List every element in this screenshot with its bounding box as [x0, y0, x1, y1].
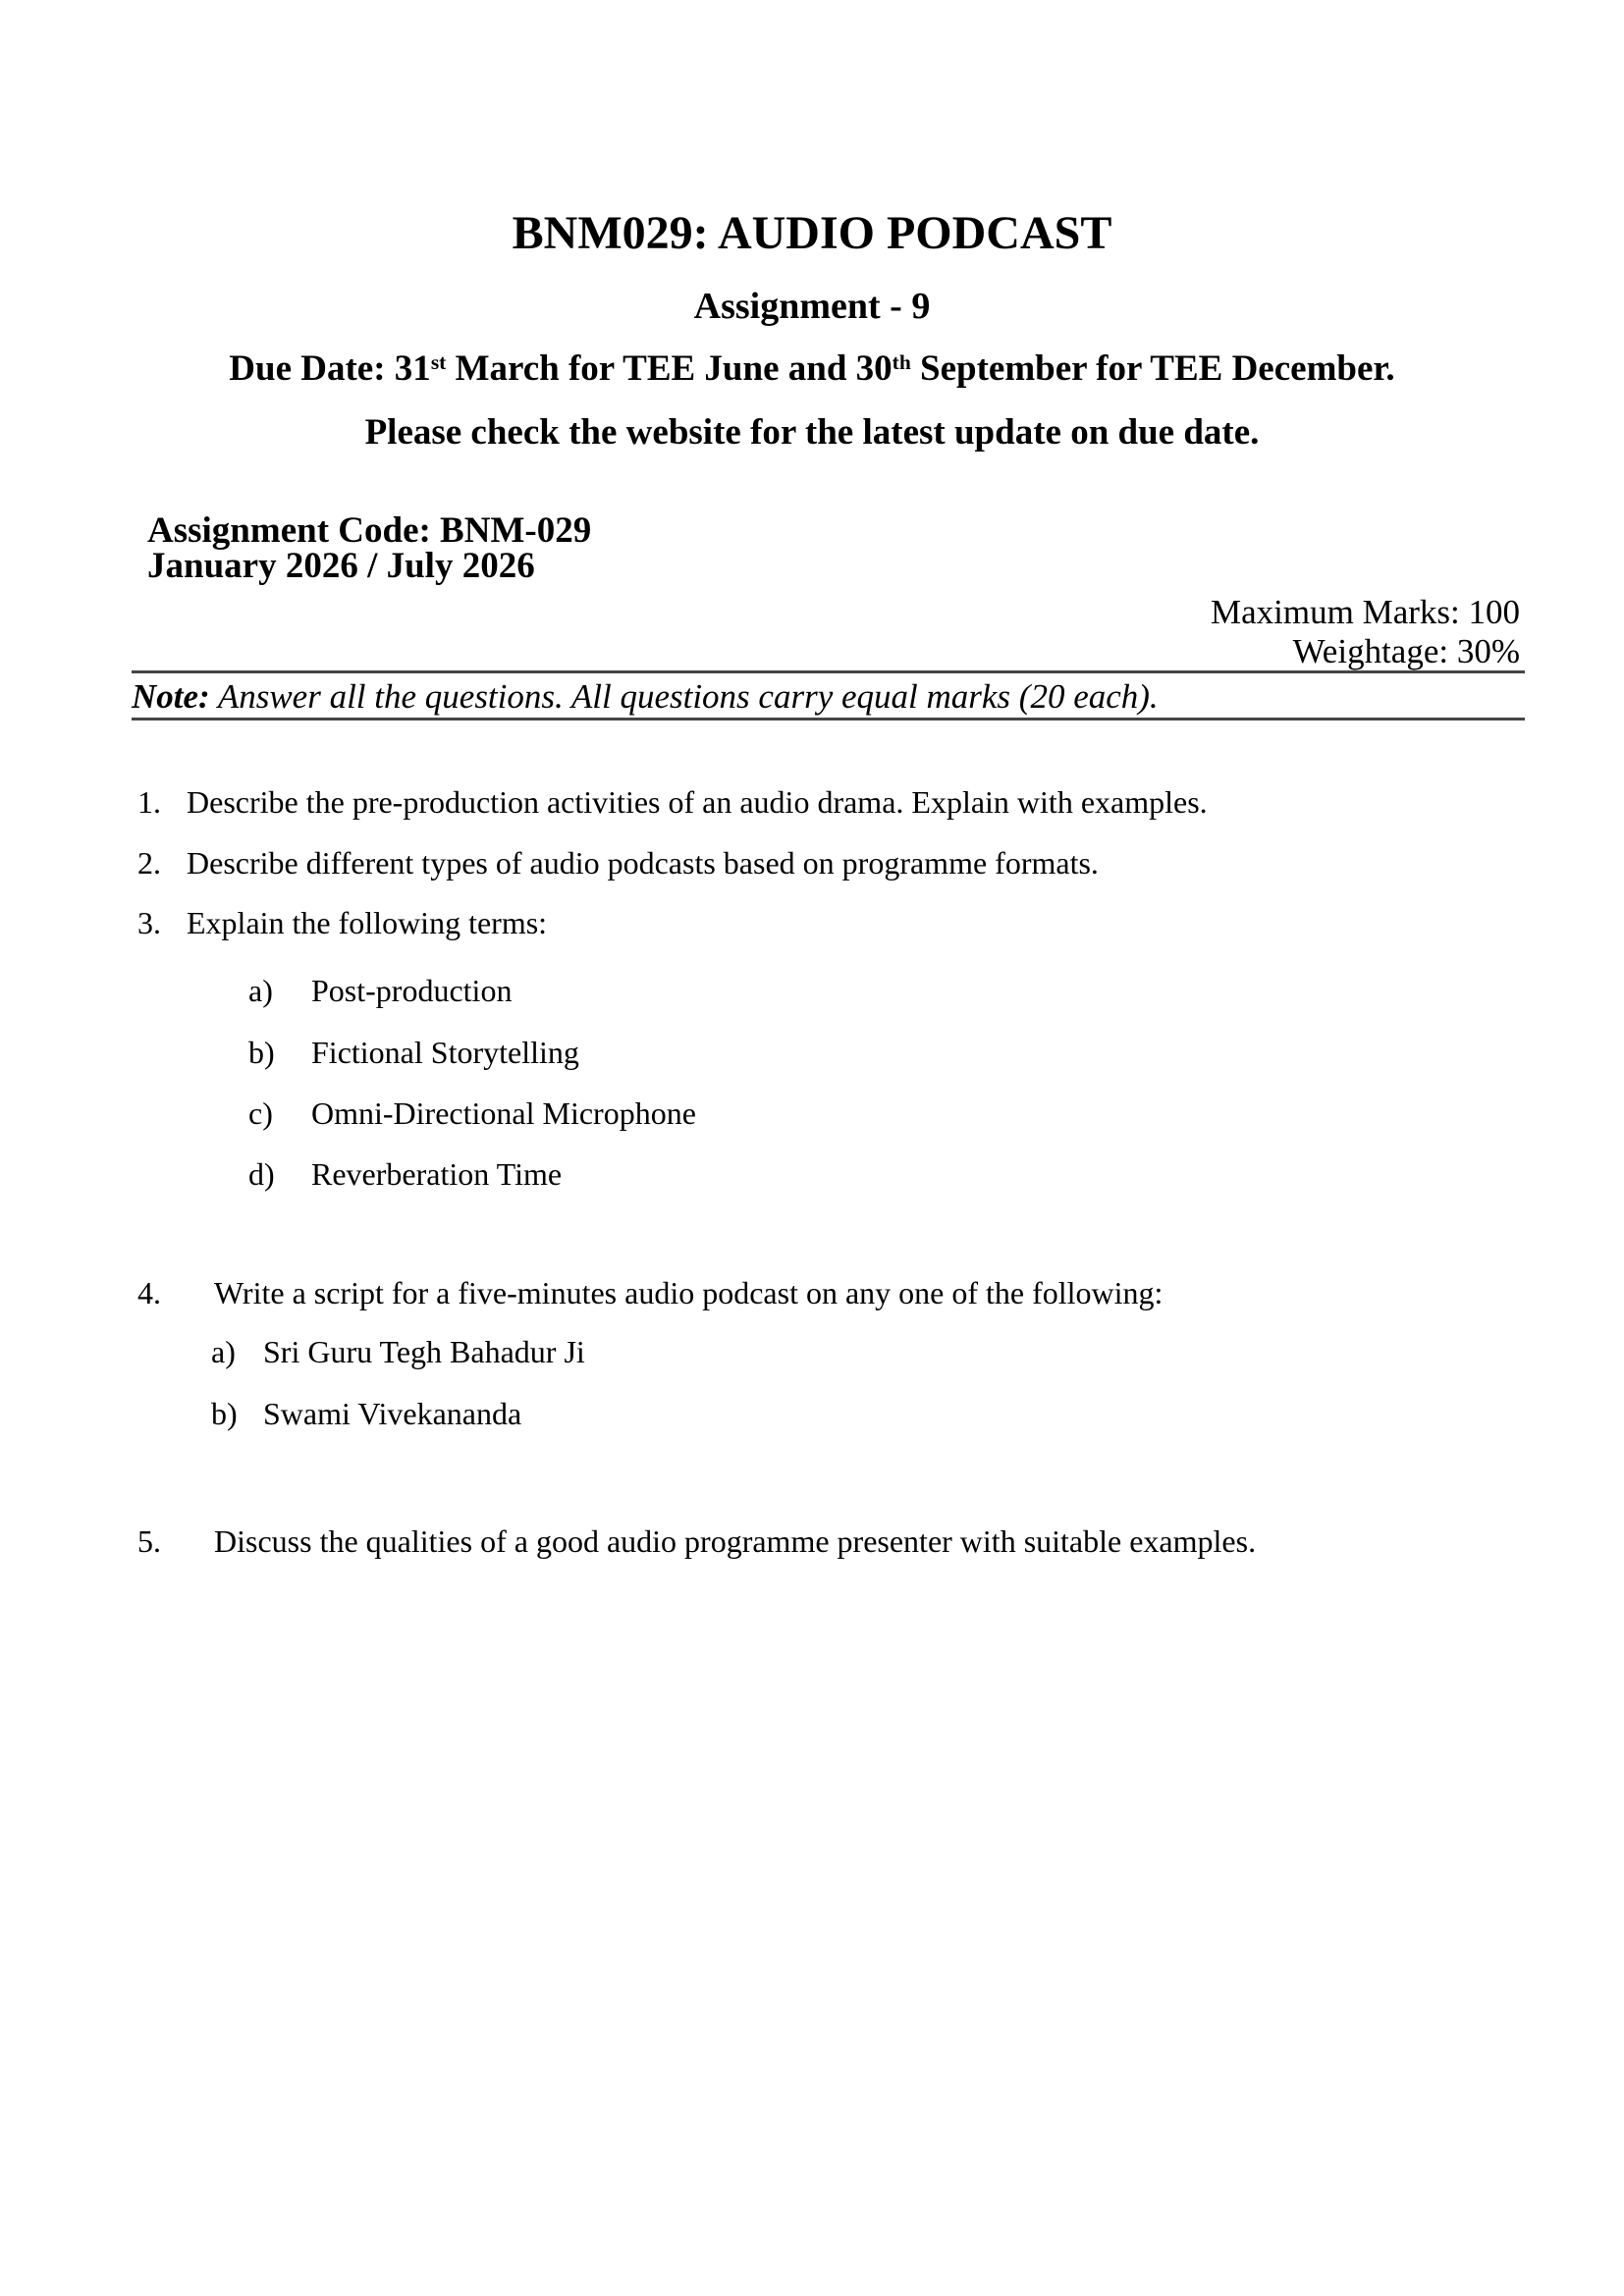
question-4-text: Write a script for a five-minutes audio podcast on any one of the following: [214, 1275, 1164, 1310]
question-3-text: Explain the following terms: [187, 905, 548, 940]
question-5-text: Discuss the qualities of a good audio programme presenter with suitable examples. [214, 1523, 1257, 1559]
question-4-sub-b-text: Swami Vivekananda [263, 1396, 522, 1431]
question-5-number: 5. [137, 1523, 161, 1559]
question-3-sub-b [248, 1037, 579, 1068]
due-date-superscript-th: th [892, 349, 911, 374]
question-3-sub-c-letter: c) [248, 1095, 273, 1131]
question-4-sub-a-text: Sri Guru Tegh Bahadur Ji [263, 1334, 585, 1369]
bottom-rule [132, 718, 1525, 721]
question-3 [137, 907, 547, 938]
question-3-sub-b-text: Fictional Storytelling [311, 1035, 579, 1070]
question-1-number: 1. [137, 784, 161, 820]
question-3-sub-d-text: Reverberation Time [311, 1156, 563, 1192]
weightage: Weightage: 30% [1292, 632, 1520, 670]
question-3-sub-d [248, 1158, 562, 1190]
assignment-code: Assignment Code: BNM-029 [147, 510, 592, 551]
maximum-marks: Maximum Marks: 100 [1211, 593, 1520, 631]
top-rule [132, 670, 1525, 673]
question-3-sub-c-text: Omni-Directional Microphone [311, 1095, 696, 1131]
question-3-sub-a-letter: a) [248, 973, 273, 1008]
assignment-title: Assignment - 9 [693, 286, 931, 327]
question-3-number: 3. [137, 905, 161, 940]
due-date-superscript-st: st [430, 349, 447, 374]
question-3-sub-d-letter: d) [248, 1156, 275, 1192]
question-5 [137, 1525, 1256, 1557]
course-title: BNM029: AUDIO PODCAST [512, 207, 1112, 259]
question-2-text: Describe different types of audio podcasts based on programme formats. [187, 845, 1099, 881]
question-2 [137, 847, 1099, 879]
question-1 [137, 786, 1208, 818]
due-date-middle: March for TEE June and 30 [446, 348, 893, 389]
due-date-line [0, 350, 1624, 387]
question-3-sub-b-letter: b) [248, 1035, 275, 1070]
question-3-sub-a [248, 975, 512, 1006]
question-2-number: 2. [137, 845, 161, 881]
question-4-number: 4. [137, 1275, 161, 1310]
note-label: Note: [132, 677, 210, 716]
question-4-sub-a-letter: a) [211, 1334, 236, 1369]
note-text: Answer all the questions. All questions carry equal marks (20 each). [209, 677, 1159, 716]
due-date-suffix: September for TEE December. [910, 348, 1395, 389]
question-1-text: Describe the pre-production activities of an audio drama. Explain with examples. [187, 784, 1208, 820]
session-dates: January 2026 / July 2026 [147, 546, 535, 586]
question-4-sub-b-letter: b) [211, 1396, 238, 1431]
due-date-prefix: Due Date: 31 [229, 348, 431, 389]
question-3-sub-a-text: Post-production [311, 973, 513, 1008]
website-notice: Please check the website for the latest update on due date. [364, 412, 1260, 453]
question-4-sub-a [211, 1336, 585, 1367]
question-4-sub-b [211, 1398, 521, 1429]
question-3-sub-c [248, 1097, 696, 1129]
question-4 [137, 1277, 1163, 1308]
note-line [132, 679, 1159, 714]
